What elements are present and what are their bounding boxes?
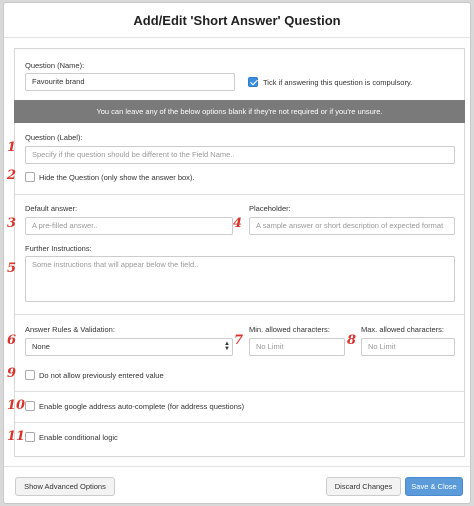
edit-question-dialog — [3, 2, 471, 504]
compulsory-label: Tick if answering this question is compulsory. — [263, 78, 413, 87]
question-name-input[interactable]: Favourite brand — [25, 73, 235, 91]
save-close-button[interactable]: Save & Close — [405, 477, 463, 496]
marker-3: 3 — [7, 216, 17, 231]
marker-4: 4 — [233, 216, 243, 231]
hide-question-label: Hide the Question (only show the answer box). — [39, 173, 195, 182]
conditional-logic-label: Enable conditional logic — [39, 433, 118, 442]
answer-rules-selected: None — [32, 342, 50, 351]
answer-rules-label: Answer Rules & Validation: — [25, 325, 115, 334]
google-address-label: Enable google address auto-complete (for address questions) — [39, 402, 245, 411]
marker-2: 2 — [7, 168, 17, 183]
max-chars-input[interactable]: No Limit — [361, 338, 455, 356]
no-duplicates-checkbox[interactable] — [25, 370, 35, 380]
max-chars-label: Max. allowed characters: — [361, 325, 444, 334]
section-divider — [15, 422, 464, 423]
question-label-input[interactable]: Specify if the question should be different to the Field Name.. — [25, 146, 455, 164]
marker-11: 11 — [7, 429, 26, 444]
placeholder-input[interactable]: A sample answer or short description of expected format — [249, 217, 455, 235]
default-answer-input[interactable]: A pre-filled answer.. — [25, 217, 233, 235]
marker-5: 5 — [7, 261, 17, 276]
min-chars-input[interactable]: No Limit — [249, 338, 345, 356]
marker-1: 1 — [7, 140, 17, 155]
further-instructions-label: Further Instructions: — [25, 244, 92, 253]
marker-10: 10 — [7, 398, 26, 413]
question-label-label: Question (Label): — [25, 133, 83, 142]
placeholder-label: Placeholder: — [249, 204, 291, 213]
marker-7: 7 — [234, 333, 244, 348]
footer-divider — [4, 466, 470, 467]
header-divider — [4, 37, 470, 38]
show-advanced-options-button[interactable]: Show Advanced Options — [15, 477, 115, 496]
no-duplicates-label: Do not allow previously entered value — [39, 371, 164, 380]
min-chars-label: Min. allowed characters: — [249, 325, 330, 334]
marker-6: 6 — [7, 333, 17, 348]
google-address-checkbox[interactable] — [25, 401, 35, 411]
compulsory-checkbox[interactable] — [248, 77, 258, 87]
question-name-label: Question (Name): — [25, 61, 85, 70]
hide-question-checkbox[interactable] — [25, 172, 35, 182]
answer-rules-select[interactable] — [25, 338, 233, 356]
discard-changes-button[interactable]: Discard Changes — [326, 477, 401, 496]
marker-9: 9 — [7, 366, 17, 381]
marker-8: 8 — [347, 333, 357, 348]
dialog-title: Add/Edit 'Short Answer' Question — [133, 13, 341, 28]
section-divider — [15, 194, 464, 195]
section-divider — [15, 391, 464, 392]
conditional-logic-checkbox[interactable] — [25, 432, 35, 442]
section-divider — [15, 314, 464, 315]
default-answer-label: Default answer: — [25, 204, 78, 213]
select-arrows-icon: ▲ ▼ — [224, 341, 230, 352]
further-instructions-textarea[interactable]: Some instructions that will appear below the field.. — [25, 256, 455, 302]
info-banner: You can leave any of the below options blank if they're not required or if you're unsure. — [14, 100, 465, 123]
